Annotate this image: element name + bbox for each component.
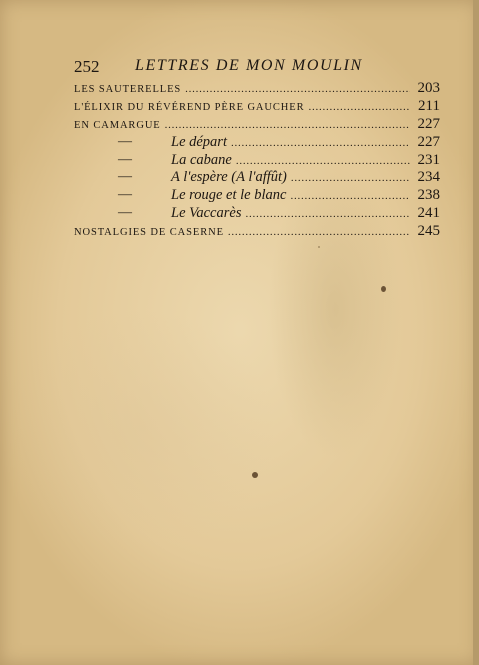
table-of-contents <box>74 80 440 241</box>
page-number: 252 <box>74 57 100 76</box>
toc-entry-title: LES SAUTERELLES <box>74 84 182 95</box>
toc-entry-page: 234 <box>417 169 440 186</box>
toc-entry-en-camargue <box>74 116 440 134</box>
em-dash: — <box>118 205 132 221</box>
dot-leader <box>231 137 410 149</box>
toc-entry-title: NOSTALGIES DE CASERNE <box>74 227 224 239</box>
dot-leader <box>185 83 410 95</box>
toc-entry-title: Le départ <box>171 133 227 150</box>
toc-entry-page: 241 <box>417 205 440 222</box>
em-dash: — <box>118 151 132 167</box>
dot-leader <box>165 119 410 131</box>
toc-entry-page: 227 <box>417 133 440 150</box>
em-dash: — <box>118 133 132 149</box>
toc-entry-page: 238 <box>417 187 440 204</box>
toc-entry-page: 231 <box>417 151 440 168</box>
toc-entry-title: La cabane <box>171 151 232 168</box>
page-header <box>74 57 374 79</box>
paper-speck <box>252 472 258 478</box>
toc-subentry-la-cabane <box>74 152 440 170</box>
toc-entry-title: Le rouge et le blanc <box>171 187 287 204</box>
toc-subentry-a-lespere <box>74 169 440 187</box>
paper-speck <box>318 246 320 248</box>
toc-subentry-le-vaccares <box>74 205 440 223</box>
dot-leader <box>291 172 410 184</box>
toc-entry-title: L'ÉLIXIR DU RÉVÉREND PÈRE GAUCHER <box>74 101 305 113</box>
toc-entry-title: A l'espère (A l'affût) <box>171 169 287 186</box>
toc-entry-page: 245 <box>417 223 440 240</box>
toc-entry-elixir <box>74 98 440 116</box>
toc-entry-page: 203 <box>417 80 440 96</box>
dot-leader <box>228 226 410 238</box>
dot-leader <box>290 190 410 202</box>
toc-entry-page: 211 <box>418 97 440 114</box>
toc-subentry-le-rouge-et-le-blanc <box>74 187 440 205</box>
dot-leader <box>245 208 410 220</box>
paper-speck <box>381 286 386 292</box>
dot-leader <box>236 155 410 167</box>
toc-entry-title: EN CAMARGUE <box>74 119 161 131</box>
page-edge <box>473 0 479 665</box>
toc-entry-nostalgies-de-caserne <box>74 223 440 241</box>
running-title: LETTRES DE MON MOULIN <box>135 57 363 74</box>
dot-leader <box>309 101 411 113</box>
em-dash: — <box>118 187 132 203</box>
toc-subentry-le-depart <box>74 134 440 152</box>
toc-entry-les-sauterelles <box>74 80 440 98</box>
toc-entry-page: 227 <box>417 115 440 132</box>
em-dash: — <box>118 169 132 185</box>
toc-entry-title: Le Vaccarès <box>171 205 242 222</box>
